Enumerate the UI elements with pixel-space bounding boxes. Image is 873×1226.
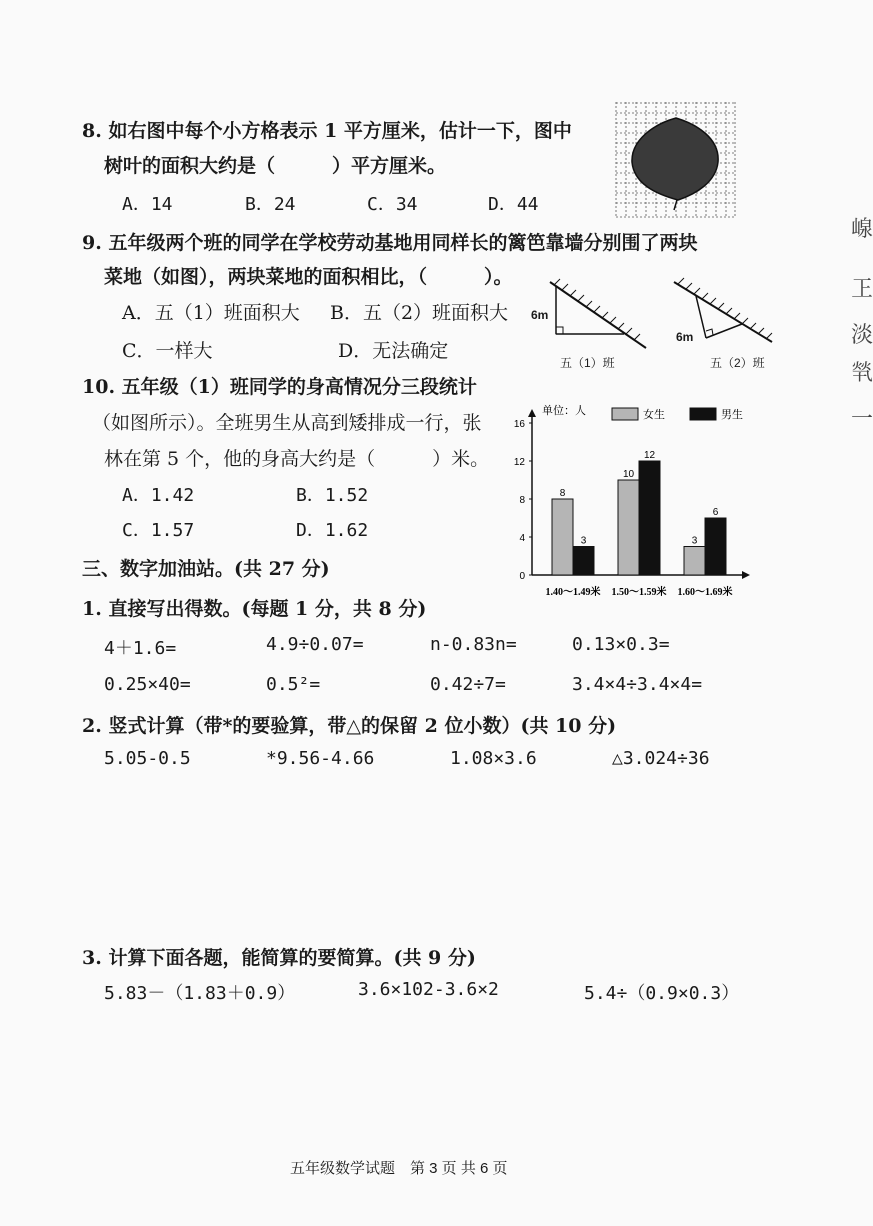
fence-class2-caption: 五（2）班 xyxy=(710,356,765,370)
edge-mark-5: 一 xyxy=(851,407,873,432)
p2-title: 2. 竖式计算（带*的要验算，带△的保留 2 位小数）(共 10 分) xyxy=(82,715,617,737)
bar-value-label: 12 xyxy=(643,450,656,461)
bar xyxy=(684,547,705,576)
fence-class1-height: 6m xyxy=(531,308,549,322)
x-category-label: 1.50～1.59米 xyxy=(611,587,667,598)
bar xyxy=(552,499,573,575)
p1-item-1: 4＋1.6= xyxy=(104,638,177,659)
q9-option-a: A．五（1）班面积大 xyxy=(122,302,300,324)
p2-item-2: *9.56-4.66 xyxy=(266,748,375,769)
p1-item-6: 0.5²= xyxy=(266,674,321,695)
x-axis-arrow xyxy=(742,571,750,579)
q10-option-d: D．1.62 xyxy=(296,520,369,541)
q8-option-d: D．44 xyxy=(488,194,539,215)
edge-mark-4: 㷀 xyxy=(851,361,873,386)
bar xyxy=(639,461,660,575)
q8-line1: 8. 如右图中每个小方格表示 1 平方厘米，估计一下，图中 xyxy=(82,120,572,142)
bar xyxy=(618,480,639,575)
p1-item-5: 0.25×40= xyxy=(104,674,191,695)
q10-option-b: B．1.52 xyxy=(296,485,369,506)
bar xyxy=(573,547,594,576)
q9-option-d: D．无法确定 xyxy=(338,340,449,362)
x-category-label: 1.40～1.49米 xyxy=(545,587,601,598)
y-tick-label: 8 xyxy=(519,495,525,506)
q9-option-c: C．一样大 xyxy=(122,340,213,362)
p1-item-2: 4.9÷0.07= xyxy=(266,634,364,655)
p1-item-8: 3.4×4÷3.4×4= xyxy=(572,674,703,695)
edge-mark-1: 㟫 xyxy=(851,217,873,242)
p3-item-3: 5.4÷（0.9×0.3） xyxy=(584,983,740,1004)
q8-option-c: C．34 xyxy=(367,194,418,215)
y-axis-arrow xyxy=(528,409,536,417)
fence-class1-caption: 五（1）班 xyxy=(560,356,615,370)
q9-option-b: B．五（2）班面积大 xyxy=(330,302,509,324)
x-category-label: 1.60～1.69米 xyxy=(677,587,733,598)
q10-option-a: A．1.42 xyxy=(122,485,195,506)
bar-value-label: 3 xyxy=(580,535,587,547)
p1-item-4: 0.13×0.3= xyxy=(572,634,670,655)
p3-title: 3. 计算下面各题，能简算的要简算。(共 9 分) xyxy=(82,947,476,969)
q8-option-a: A．14 xyxy=(122,194,173,215)
q10-option-c: C．1.57 xyxy=(122,520,195,541)
q10-line3: 林在第 5 个，他的身高大约是（ ）米。 xyxy=(104,448,490,470)
bar-value-label: 6 xyxy=(712,507,719,518)
p3-item-1: 5.83－（1.83＋0.9） xyxy=(104,983,296,1004)
bar-value-label: 10 xyxy=(622,469,635,480)
q10-line2: （如图所示）。全班男生从高到矮排成一行，张 xyxy=(92,412,482,434)
page-footer: 五年级数学试题 第 3 页 共 6 页 xyxy=(290,1160,508,1177)
edge-mark-2: 㠪 xyxy=(851,277,873,302)
p1-item-3: n-0.83n= xyxy=(430,634,517,655)
legend-swatch-1 xyxy=(612,408,638,420)
p3-item-2: 3.6×102-3.6×2 xyxy=(358,979,499,1000)
y-tick-label: 16 xyxy=(513,419,525,430)
q8-line2: 树叶的面积大约是（ ）平方厘米。 xyxy=(104,155,447,177)
y-tick-label: 4 xyxy=(519,533,525,544)
section3-title: 三、数字加油站。(共 27 分) xyxy=(82,558,330,580)
height-bar-chart xyxy=(508,404,758,604)
y-tick-label: 12 xyxy=(513,457,525,468)
edge-mark-3: 淡 xyxy=(851,323,873,348)
leaf-grid-figure xyxy=(616,102,736,218)
fence-class2-height: 6m xyxy=(676,330,694,344)
p1-title: 1. 直接写出得数。(每题 1 分，共 8 分) xyxy=(82,598,427,620)
chart-unit-label: 单位：人 xyxy=(542,405,586,417)
legend-label-1: 女生 xyxy=(643,409,665,421)
bar-value-label: 8 xyxy=(559,488,566,499)
p1-item-7: 0.42÷7= xyxy=(430,674,506,695)
q8-option-b: B．24 xyxy=(245,194,296,215)
bar xyxy=(705,518,726,575)
q9-line1: 9. 五年级两个班的同学在学校劳动基地用同样长的篱笆靠墙分别围了两块 xyxy=(82,232,698,254)
p2-item-3: 1.08×3.6 xyxy=(450,748,537,769)
legend-label-2: 男生 xyxy=(721,409,743,421)
bar-value-label: 3 xyxy=(691,535,698,547)
q9-line2: 菜地（如图），两块菜地的面积相比，（ ）。 xyxy=(104,266,513,288)
y-tick-label: 0 xyxy=(519,571,525,582)
q10-line1: 10. 五年级（1）班同学的身高情况分三段统计 xyxy=(82,376,477,398)
p2-item-4: △3.024÷36 xyxy=(612,748,710,769)
legend-swatch-2 xyxy=(690,408,716,420)
p2-item-1: 5.05-0.5 xyxy=(104,748,191,769)
